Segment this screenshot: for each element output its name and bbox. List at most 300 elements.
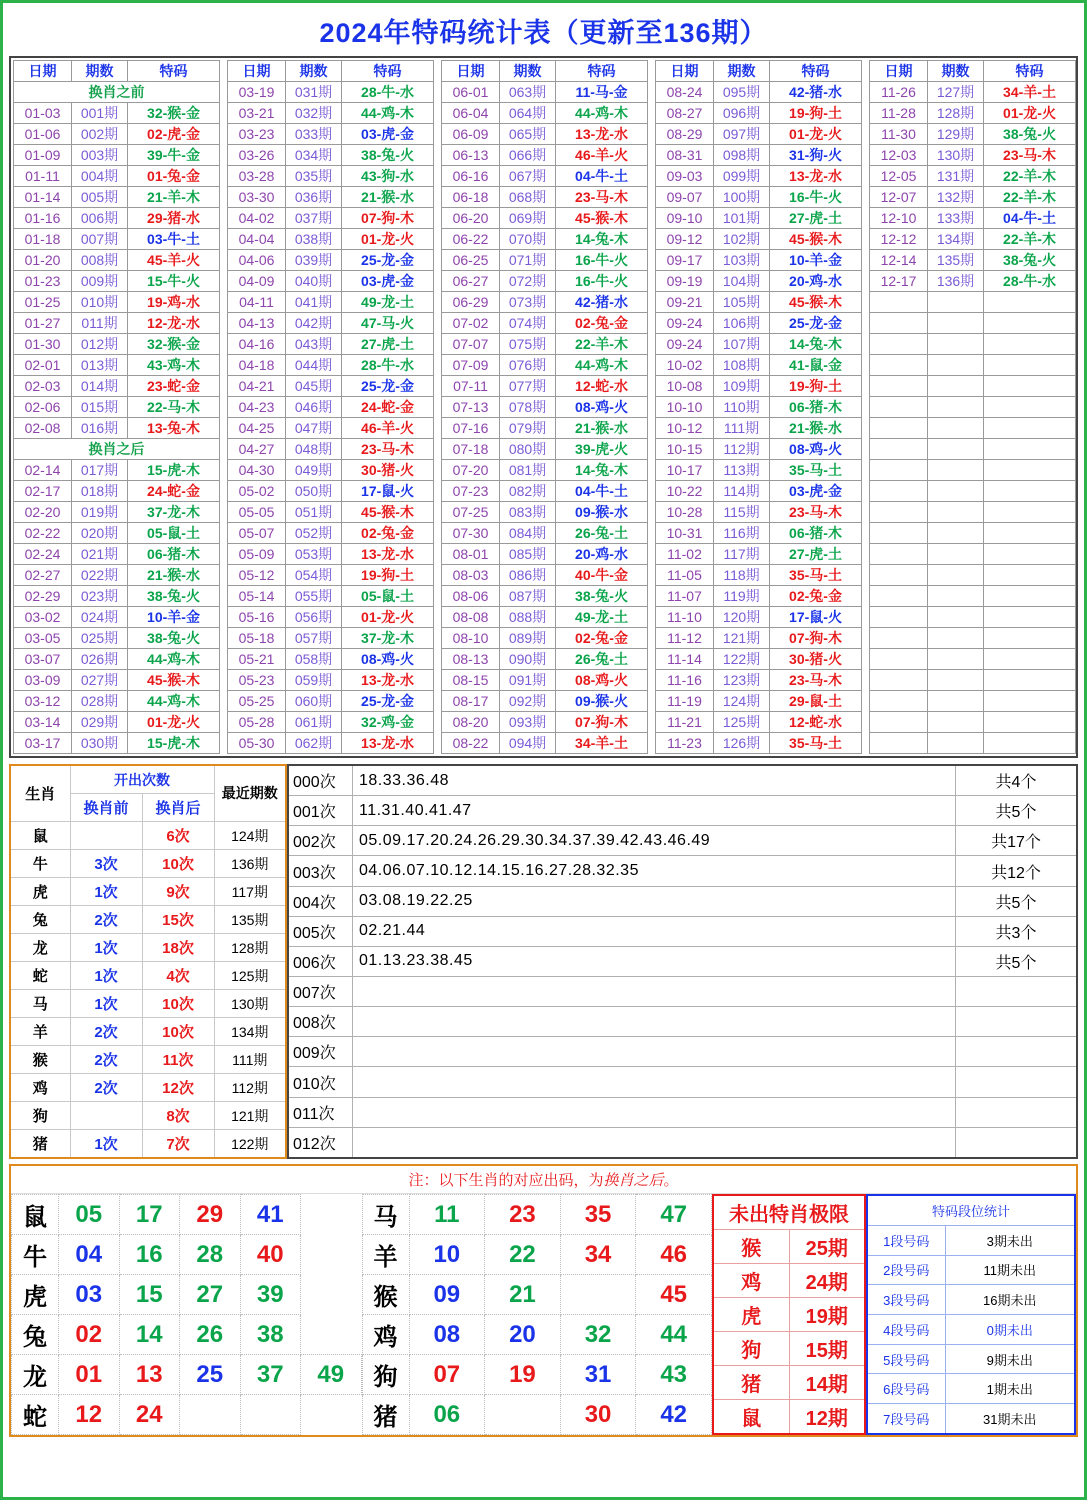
empty-cell (928, 733, 984, 754)
result-code: 01-龙-火 (342, 229, 434, 250)
empty-cell (984, 586, 1076, 607)
column-separator (862, 313, 870, 334)
zodiac-number: 10 (409, 1235, 485, 1275)
empty-cell (928, 565, 984, 586)
recent-issue: 117期 (214, 878, 286, 906)
column-separator (220, 712, 228, 733)
result-date: 10-28 (656, 502, 714, 523)
result-code: 19-狗-土 (770, 103, 862, 124)
result-code: 12-蛇-水 (770, 712, 862, 733)
zodiac-header: 生肖 (10, 765, 70, 822)
result-date: 03-28 (228, 166, 286, 187)
result-code: 14-兔-木 (556, 229, 648, 250)
result-date: 11-28 (870, 103, 928, 124)
result-code: 02-兔-金 (770, 586, 862, 607)
result-date: 02-27 (14, 565, 72, 586)
zodiac-number: 13 (119, 1355, 180, 1395)
result-code: 16-牛-火 (556, 250, 648, 271)
table-row (288, 856, 1077, 886)
count-after: 9次 (142, 878, 214, 906)
segment-key: 5段号码 (867, 1344, 945, 1374)
frequency-values: 03.08.19.22.25 (353, 886, 956, 916)
column-separator (220, 334, 228, 355)
column-separator (220, 649, 228, 670)
zodiac-number: 01 (59, 1355, 120, 1395)
result-date: 06-20 (442, 208, 500, 229)
result-date: 05-02 (228, 481, 286, 502)
empty-cell (984, 523, 1076, 544)
result-issue: 086期 (500, 565, 556, 586)
column-separator (220, 607, 228, 628)
empty-cell (984, 292, 1076, 313)
table-row (362, 1195, 712, 1235)
count-after: 15次 (142, 906, 214, 934)
result-date: 08-13 (442, 649, 500, 670)
result-issue: 094期 (500, 733, 556, 754)
result-date: 05-21 (228, 649, 286, 670)
result-code: 02-兔-金 (556, 313, 648, 334)
column-separator (220, 271, 228, 292)
result-date: 04-30 (228, 460, 286, 481)
result-code: 44-鸡-木 (342, 103, 434, 124)
result-issue: 111期 (714, 418, 770, 439)
result-issue: 109期 (714, 376, 770, 397)
column-separator (434, 628, 442, 649)
result-code: 13-龙-水 (342, 733, 434, 754)
empty-cell (870, 439, 928, 460)
column-separator (434, 418, 442, 439)
result-code: 04-牛-土 (984, 208, 1076, 229)
column-separator (862, 691, 870, 712)
empty-cell (984, 670, 1076, 691)
empty-cell (984, 439, 1076, 460)
result-date: 07-02 (442, 313, 500, 334)
limit-zodiac: 猴 (713, 1230, 789, 1264)
column-separator (862, 271, 870, 292)
frequency-values (353, 1127, 956, 1158)
table-row (713, 1332, 865, 1366)
result-code: 38-兔-火 (556, 586, 648, 607)
result-code: 20-鸡-水 (770, 271, 862, 292)
result-issue: 114期 (714, 481, 770, 502)
table-row (288, 1037, 1077, 1067)
column-separator (648, 61, 656, 82)
column-separator (648, 103, 656, 124)
column-separator (434, 439, 442, 460)
result-code: 19-狗-土 (342, 565, 434, 586)
zodiac-number: 16 (119, 1235, 180, 1275)
zodiac-number: 15 (119, 1275, 180, 1315)
result-date: 11-26 (870, 82, 928, 103)
count-before (70, 822, 142, 850)
column-separator (434, 334, 442, 355)
frequency-values: 02.21.44 (353, 916, 956, 946)
result-code: 40-牛-金 (556, 565, 648, 586)
result-date: 03-21 (228, 103, 286, 124)
result-code: 21-猴-水 (128, 565, 220, 586)
times-header: 开出次数 (70, 765, 214, 794)
table-row (10, 1130, 286, 1159)
result-date: 07-30 (442, 523, 500, 544)
zodiac-number: 06 (409, 1395, 485, 1435)
empty-cell (870, 292, 928, 313)
result-code: 13-龙-水 (556, 124, 648, 145)
table-row (288, 886, 1077, 916)
result-date: 09-07 (656, 187, 714, 208)
result-date: 03-09 (14, 670, 72, 691)
result-date: 10-10 (656, 397, 714, 418)
limit-value: 24期 (789, 1264, 865, 1298)
empty-cell (928, 586, 984, 607)
table-row (867, 1255, 1075, 1285)
column-separator (648, 565, 656, 586)
empty-cell (870, 313, 928, 334)
empty-cell (984, 628, 1076, 649)
column-header-code: 特码 (770, 61, 862, 82)
column-separator (434, 397, 442, 418)
zodiac-number: 37 (240, 1355, 301, 1395)
frequency-count (956, 1007, 1078, 1037)
column-separator (862, 544, 870, 565)
result-date: 03-26 (228, 145, 286, 166)
result-issue: 118期 (714, 565, 770, 586)
column-separator (862, 460, 870, 481)
column-separator (434, 145, 442, 166)
result-code: 22-羊-木 (984, 187, 1076, 208)
zodiac-number: 44 (636, 1315, 712, 1355)
result-date: 04-04 (228, 229, 286, 250)
result-code: 25-龙-金 (342, 250, 434, 271)
main-results-table (9, 56, 1078, 758)
zodiac-number: 31 (560, 1355, 636, 1395)
column-header-date: 日期 (656, 61, 714, 82)
column-separator (862, 502, 870, 523)
empty-cell (870, 607, 928, 628)
zodiac-number: 30 (560, 1395, 636, 1435)
column-separator (220, 460, 228, 481)
limit-value: 14期 (789, 1366, 865, 1400)
frequency-key: 006次 (288, 946, 353, 976)
column-separator (220, 229, 228, 250)
result-issue: 017期 (72, 460, 128, 481)
zodiac-number: 49 (301, 1355, 362, 1395)
result-issue: 136期 (928, 271, 984, 292)
result-issue: 059期 (286, 670, 342, 691)
recent-issue: 112期 (214, 1074, 286, 1102)
result-issue: 102期 (714, 229, 770, 250)
column-separator (220, 670, 228, 691)
segment-key: 7段号码 (867, 1404, 945, 1434)
result-date: 10-12 (656, 418, 714, 439)
count-after: 12次 (142, 1074, 214, 1102)
column-separator (648, 481, 656, 502)
result-issue: 031期 (286, 82, 342, 103)
column-separator (434, 376, 442, 397)
result-issue: 026期 (72, 649, 128, 670)
result-code: 43-狗-水 (342, 166, 434, 187)
result-code: 08-鸡-火 (556, 670, 648, 691)
table-row (10, 1074, 286, 1102)
result-code: 26-兔-土 (556, 523, 648, 544)
recent-issue: 121期 (214, 1102, 286, 1130)
frequency-count: 共12个 (956, 856, 1078, 886)
column-separator (862, 229, 870, 250)
column-separator (434, 523, 442, 544)
limit-value: 15期 (789, 1332, 865, 1366)
table-row (867, 1225, 1075, 1255)
column-separator (434, 229, 442, 250)
column-header-date: 日期 (14, 61, 72, 82)
result-issue: 123期 (714, 670, 770, 691)
column-separator (648, 460, 656, 481)
result-code: 09-猴-水 (556, 502, 648, 523)
result-issue: 077期 (500, 376, 556, 397)
limit-zodiac: 虎 (713, 1298, 789, 1332)
empty-cell (928, 355, 984, 376)
column-header-date: 日期 (870, 61, 928, 82)
recent-issue: 135期 (214, 906, 286, 934)
frequency-key: 005次 (288, 916, 353, 946)
result-issue: 038期 (286, 229, 342, 250)
frequency-key: 010次 (288, 1067, 353, 1097)
result-code: 28-牛-水 (342, 355, 434, 376)
column-separator (220, 82, 228, 103)
result-issue: 004期 (72, 166, 128, 187)
empty-cell (928, 313, 984, 334)
result-code: 02-虎-金 (128, 124, 220, 145)
result-date: 08-20 (442, 712, 500, 733)
result-issue: 006期 (72, 208, 128, 229)
result-code: 06-猪-木 (128, 544, 220, 565)
zodiac-number: 35 (560, 1195, 636, 1235)
result-issue: 020期 (72, 523, 128, 544)
result-issue: 070期 (500, 229, 556, 250)
result-date: 09-12 (656, 229, 714, 250)
zodiac-number: 08 (409, 1315, 485, 1355)
column-separator (862, 481, 870, 502)
result-code: 37-龙-木 (342, 628, 434, 649)
result-code: 06-猪-木 (770, 397, 862, 418)
empty-cell (984, 418, 1076, 439)
column-separator (434, 670, 442, 691)
table-row (10, 906, 286, 934)
column-separator (648, 397, 656, 418)
result-code: 25-龙-金 (342, 691, 434, 712)
table-row (362, 1355, 712, 1395)
result-date: 06-22 (442, 229, 500, 250)
segment-title: 特码段位统计 (867, 1195, 1075, 1225)
frequency-count: 共3个 (956, 916, 1078, 946)
frequency-count: 共5个 (956, 886, 1078, 916)
result-issue: 034期 (286, 145, 342, 166)
table-row (867, 1374, 1075, 1404)
segment-key: 4段号码 (867, 1314, 945, 1344)
result-date: 12-10 (870, 208, 928, 229)
count-after: 18次 (142, 934, 214, 962)
column-separator (648, 145, 656, 166)
limit-zodiac: 猪 (713, 1366, 789, 1400)
result-code: 28-牛-水 (984, 271, 1076, 292)
column-header-issue: 期数 (72, 61, 128, 82)
column-separator (434, 124, 442, 145)
result-date: 11-10 (656, 607, 714, 628)
result-date: 01-20 (14, 250, 72, 271)
table-row (12, 1235, 362, 1275)
limit-value: 12期 (789, 1400, 865, 1435)
result-issue: 014期 (72, 376, 128, 397)
result-date: 03-23 (228, 124, 286, 145)
result-issue: 134期 (928, 229, 984, 250)
zodiac-number: 25 (180, 1355, 241, 1395)
column-separator (434, 712, 442, 733)
result-date: 05-05 (228, 502, 286, 523)
column-separator (862, 712, 870, 733)
result-date: 01-06 (14, 124, 72, 145)
result-issue: 008期 (72, 250, 128, 271)
empty-cell (928, 628, 984, 649)
column-separator (220, 481, 228, 502)
result-date: 06-01 (442, 82, 500, 103)
column-separator (648, 334, 656, 355)
empty-cell (928, 418, 984, 439)
table-row (12, 1395, 362, 1435)
result-code: 09-猴-火 (556, 691, 648, 712)
zodiac-name: 鼠 (10, 822, 70, 850)
column-separator (434, 208, 442, 229)
result-issue: 054期 (286, 565, 342, 586)
result-date: 02-20 (14, 502, 72, 523)
zodiac-name: 猪 (362, 1395, 409, 1435)
zodiac-name: 蛇 (10, 962, 70, 990)
result-issue: 013期 (72, 355, 128, 376)
empty-cell (928, 649, 984, 670)
column-separator (648, 208, 656, 229)
result-date: 08-31 (656, 145, 714, 166)
table-row (713, 1366, 865, 1400)
column-header-code: 特码 (984, 61, 1076, 82)
result-code: 13-兔-木 (128, 418, 220, 439)
result-code: 23-马-木 (342, 439, 434, 460)
column-separator (220, 313, 228, 334)
column-separator (862, 292, 870, 313)
result-issue: 037期 (286, 208, 342, 229)
column-separator (220, 376, 228, 397)
column-separator (220, 355, 228, 376)
count-before: 2次 (70, 906, 142, 934)
result-issue: 036期 (286, 187, 342, 208)
middle-section (9, 764, 1078, 1159)
table-row (10, 990, 286, 1018)
frequency-count (956, 1097, 1078, 1127)
result-date: 04-27 (228, 439, 286, 460)
result-code: 43-鸡-木 (128, 355, 220, 376)
count-before (70, 1102, 142, 1130)
empty-cell (928, 481, 984, 502)
column-separator (648, 691, 656, 712)
result-date: 01-30 (14, 334, 72, 355)
table-row (12, 1275, 362, 1315)
result-code: 44-鸡-木 (556, 355, 648, 376)
result-issue: 040期 (286, 271, 342, 292)
result-date: 04-11 (228, 292, 286, 313)
result-date: 07-11 (442, 376, 500, 397)
zodiac-number: 05 (59, 1195, 120, 1235)
count-before: 1次 (70, 990, 142, 1018)
result-code: 35-马-土 (770, 565, 862, 586)
result-date: 08-10 (442, 628, 500, 649)
result-date: 11-23 (656, 733, 714, 754)
result-date: 11-19 (656, 691, 714, 712)
empty-cell (984, 502, 1076, 523)
column-separator (648, 376, 656, 397)
result-code: 46-羊-火 (556, 145, 648, 166)
result-issue: 125期 (714, 712, 770, 733)
result-issue: 095期 (714, 82, 770, 103)
result-code: 42-猪-水 (770, 82, 862, 103)
result-date: 12-05 (870, 166, 928, 187)
zodiac-name: 马 (362, 1195, 409, 1235)
empty-cell (870, 670, 928, 691)
result-code: 45-猴-木 (342, 502, 434, 523)
result-date: 02-06 (14, 397, 72, 418)
result-code: 22-马-木 (128, 397, 220, 418)
zodiac-name: 鸡 (362, 1315, 409, 1355)
empty-cell (928, 292, 984, 313)
column-separator (220, 187, 228, 208)
result-date: 08-15 (442, 670, 500, 691)
result-issue: 005期 (72, 187, 128, 208)
empty-cell (870, 376, 928, 397)
frequency-values (353, 1037, 956, 1067)
result-date: 09-24 (656, 334, 714, 355)
empty-cell (928, 712, 984, 733)
result-code: 27-虎-土 (770, 544, 862, 565)
result-date: 11-21 (656, 712, 714, 733)
result-code: 23-马-木 (984, 145, 1076, 166)
result-code: 13-龙-水 (342, 670, 434, 691)
column-separator (648, 229, 656, 250)
result-issue: 044期 (286, 355, 342, 376)
result-code: 34-羊-土 (556, 733, 648, 754)
result-date: 03-14 (14, 712, 72, 733)
result-code: 14-兔-木 (770, 334, 862, 355)
empty-cell (870, 418, 928, 439)
empty-cell (870, 397, 928, 418)
result-issue: 133期 (928, 208, 984, 229)
count-before: 3次 (70, 850, 142, 878)
zodiac-name: 马 (10, 990, 70, 1018)
empty-cell (928, 670, 984, 691)
result-date: 03-19 (228, 82, 286, 103)
result-code: 15-虎-木 (128, 733, 220, 754)
result-code: 24-蛇-金 (128, 481, 220, 502)
before-header: 换肖前 (70, 794, 142, 822)
result-issue: 033期 (286, 124, 342, 145)
result-issue: 084期 (500, 523, 556, 544)
results-grid (13, 60, 1076, 754)
result-date: 07-20 (442, 460, 500, 481)
frequency-key: 004次 (288, 886, 353, 916)
table-row (10, 1102, 286, 1130)
column-separator (434, 565, 442, 586)
zodiac-number: 26 (180, 1315, 241, 1355)
frequency-values: 11.31.40.41.47 (353, 796, 956, 826)
zodiac-number: 14 (119, 1315, 180, 1355)
result-issue: 023期 (72, 586, 128, 607)
segment-key: 2段号码 (867, 1255, 945, 1285)
column-separator (220, 250, 228, 271)
column-separator (862, 124, 870, 145)
